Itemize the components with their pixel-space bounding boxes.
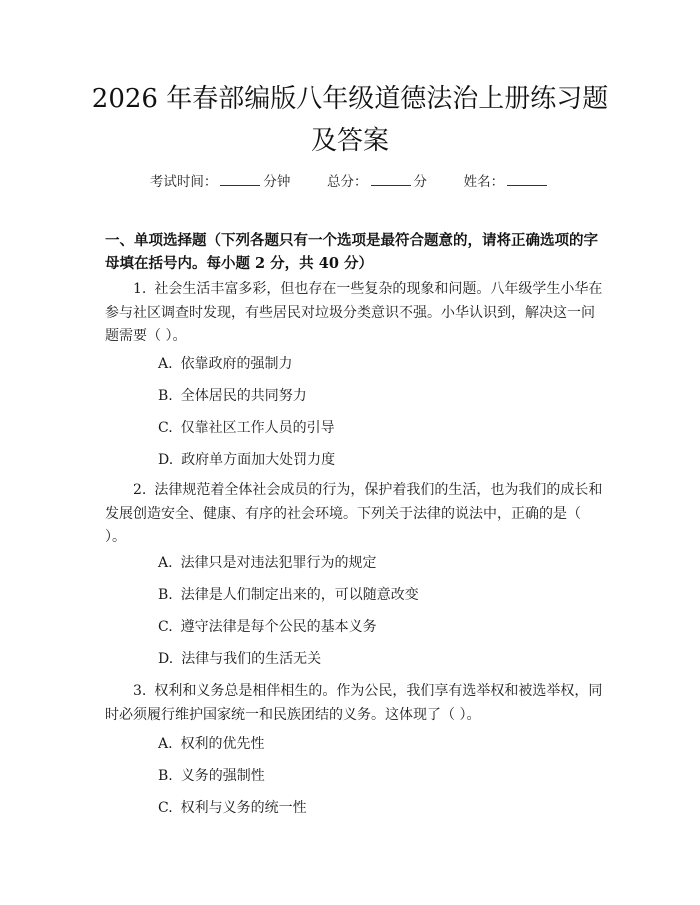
option-1b[interactable]	[158, 386, 307, 406]
question-number: 1.	[133, 281, 147, 297]
option-letter: B.	[158, 388, 173, 404]
option-1a[interactable]	[158, 354, 293, 374]
option-letter: D.	[158, 452, 174, 468]
option-text: 全体居民的共同努力	[180, 388, 307, 404]
time-unit: 分钟	[263, 174, 291, 190]
option-letter: C.	[158, 619, 173, 635]
option-2a[interactable]	[158, 553, 377, 573]
option-text: 权利的优先性	[180, 736, 265, 752]
time-blank[interactable]	[220, 172, 260, 186]
name-blank[interactable]	[507, 172, 547, 186]
option-3c[interactable]	[158, 798, 307, 818]
option-3b[interactable]	[158, 766, 265, 786]
option-text: 法律是人们制定出来的，可以随意改变	[180, 587, 419, 603]
option-text: 政府单方面加大处罚力度	[181, 452, 336, 468]
option-letter: A.	[158, 736, 173, 752]
option-text: 法律只是对违法犯罪行为的规定	[180, 555, 377, 571]
option-letter: C.	[158, 420, 173, 436]
score-blank[interactable]	[371, 172, 411, 186]
time-label: 考试时间：	[149, 174, 218, 190]
option-text: 仅靠社区工作人员的引导	[180, 420, 335, 436]
question-number: 3.	[133, 683, 147, 699]
question-3	[105, 680, 605, 727]
question-number: 2.	[133, 482, 147, 498]
score-unit: 分	[413, 174, 427, 190]
option-text: 权利与义务的统一性	[180, 800, 307, 816]
option-2b[interactable]	[158, 585, 419, 605]
option-letter: A.	[158, 555, 173, 571]
option-letter: D.	[158, 651, 174, 667]
option-letter: B.	[158, 587, 173, 603]
option-letter: C.	[158, 800, 173, 816]
option-text: 义务的强制性	[180, 768, 265, 784]
question-stem: 权利和义务总是相伴相生的。作为公民，我们享有选举权和被选举权，同时必须履行维护国家统一和民族团结的义务。这体现了（ ）。	[105, 683, 603, 723]
option-2d[interactable]	[158, 649, 321, 669]
score-label: 总分：	[327, 174, 368, 190]
option-3a[interactable]	[158, 734, 265, 754]
option-letter: A.	[158, 356, 173, 372]
exam-meta	[0, 170, 700, 190]
option-text: 依靠政府的强制力	[180, 356, 293, 372]
question-1	[105, 278, 605, 349]
question-2	[105, 479, 605, 550]
option-1c[interactable]	[158, 418, 335, 438]
name-label: 姓名：	[463, 174, 505, 190]
option-1d[interactable]	[158, 450, 335, 470]
option-text: 法律与我们的生活无关	[181, 651, 322, 667]
section-heading: 一、单项选择题（下列各题只有一个选项是最符合题意的，请将正确选项的字母填在括号内。每小题 2 分，共 40 分）	[105, 232, 598, 272]
option-text: 遵守法律是每个公民的基本义务	[180, 619, 377, 635]
question-stem: 法律规范着全体社会成员的行为，保护着我们的生活，也为我们的成长和发展创造安全、健康、有序的社会环境。下列关于法律的说法中，正确的是（ ）。	[105, 482, 603, 545]
option-2c[interactable]	[158, 617, 377, 637]
question-stem: 社会生活丰富多彩，但也存在一些复杂的现象和问题。八年级学生小华在参与社区调查时发现，有些居民对垃圾分类意识不强。小华认识到，解决这一问题需要（ ）。	[105, 281, 603, 344]
option-letter: B.	[158, 768, 173, 784]
document-title: 2026 年春部编版八年级道德法治上册练习题及答案	[91, 84, 609, 156]
